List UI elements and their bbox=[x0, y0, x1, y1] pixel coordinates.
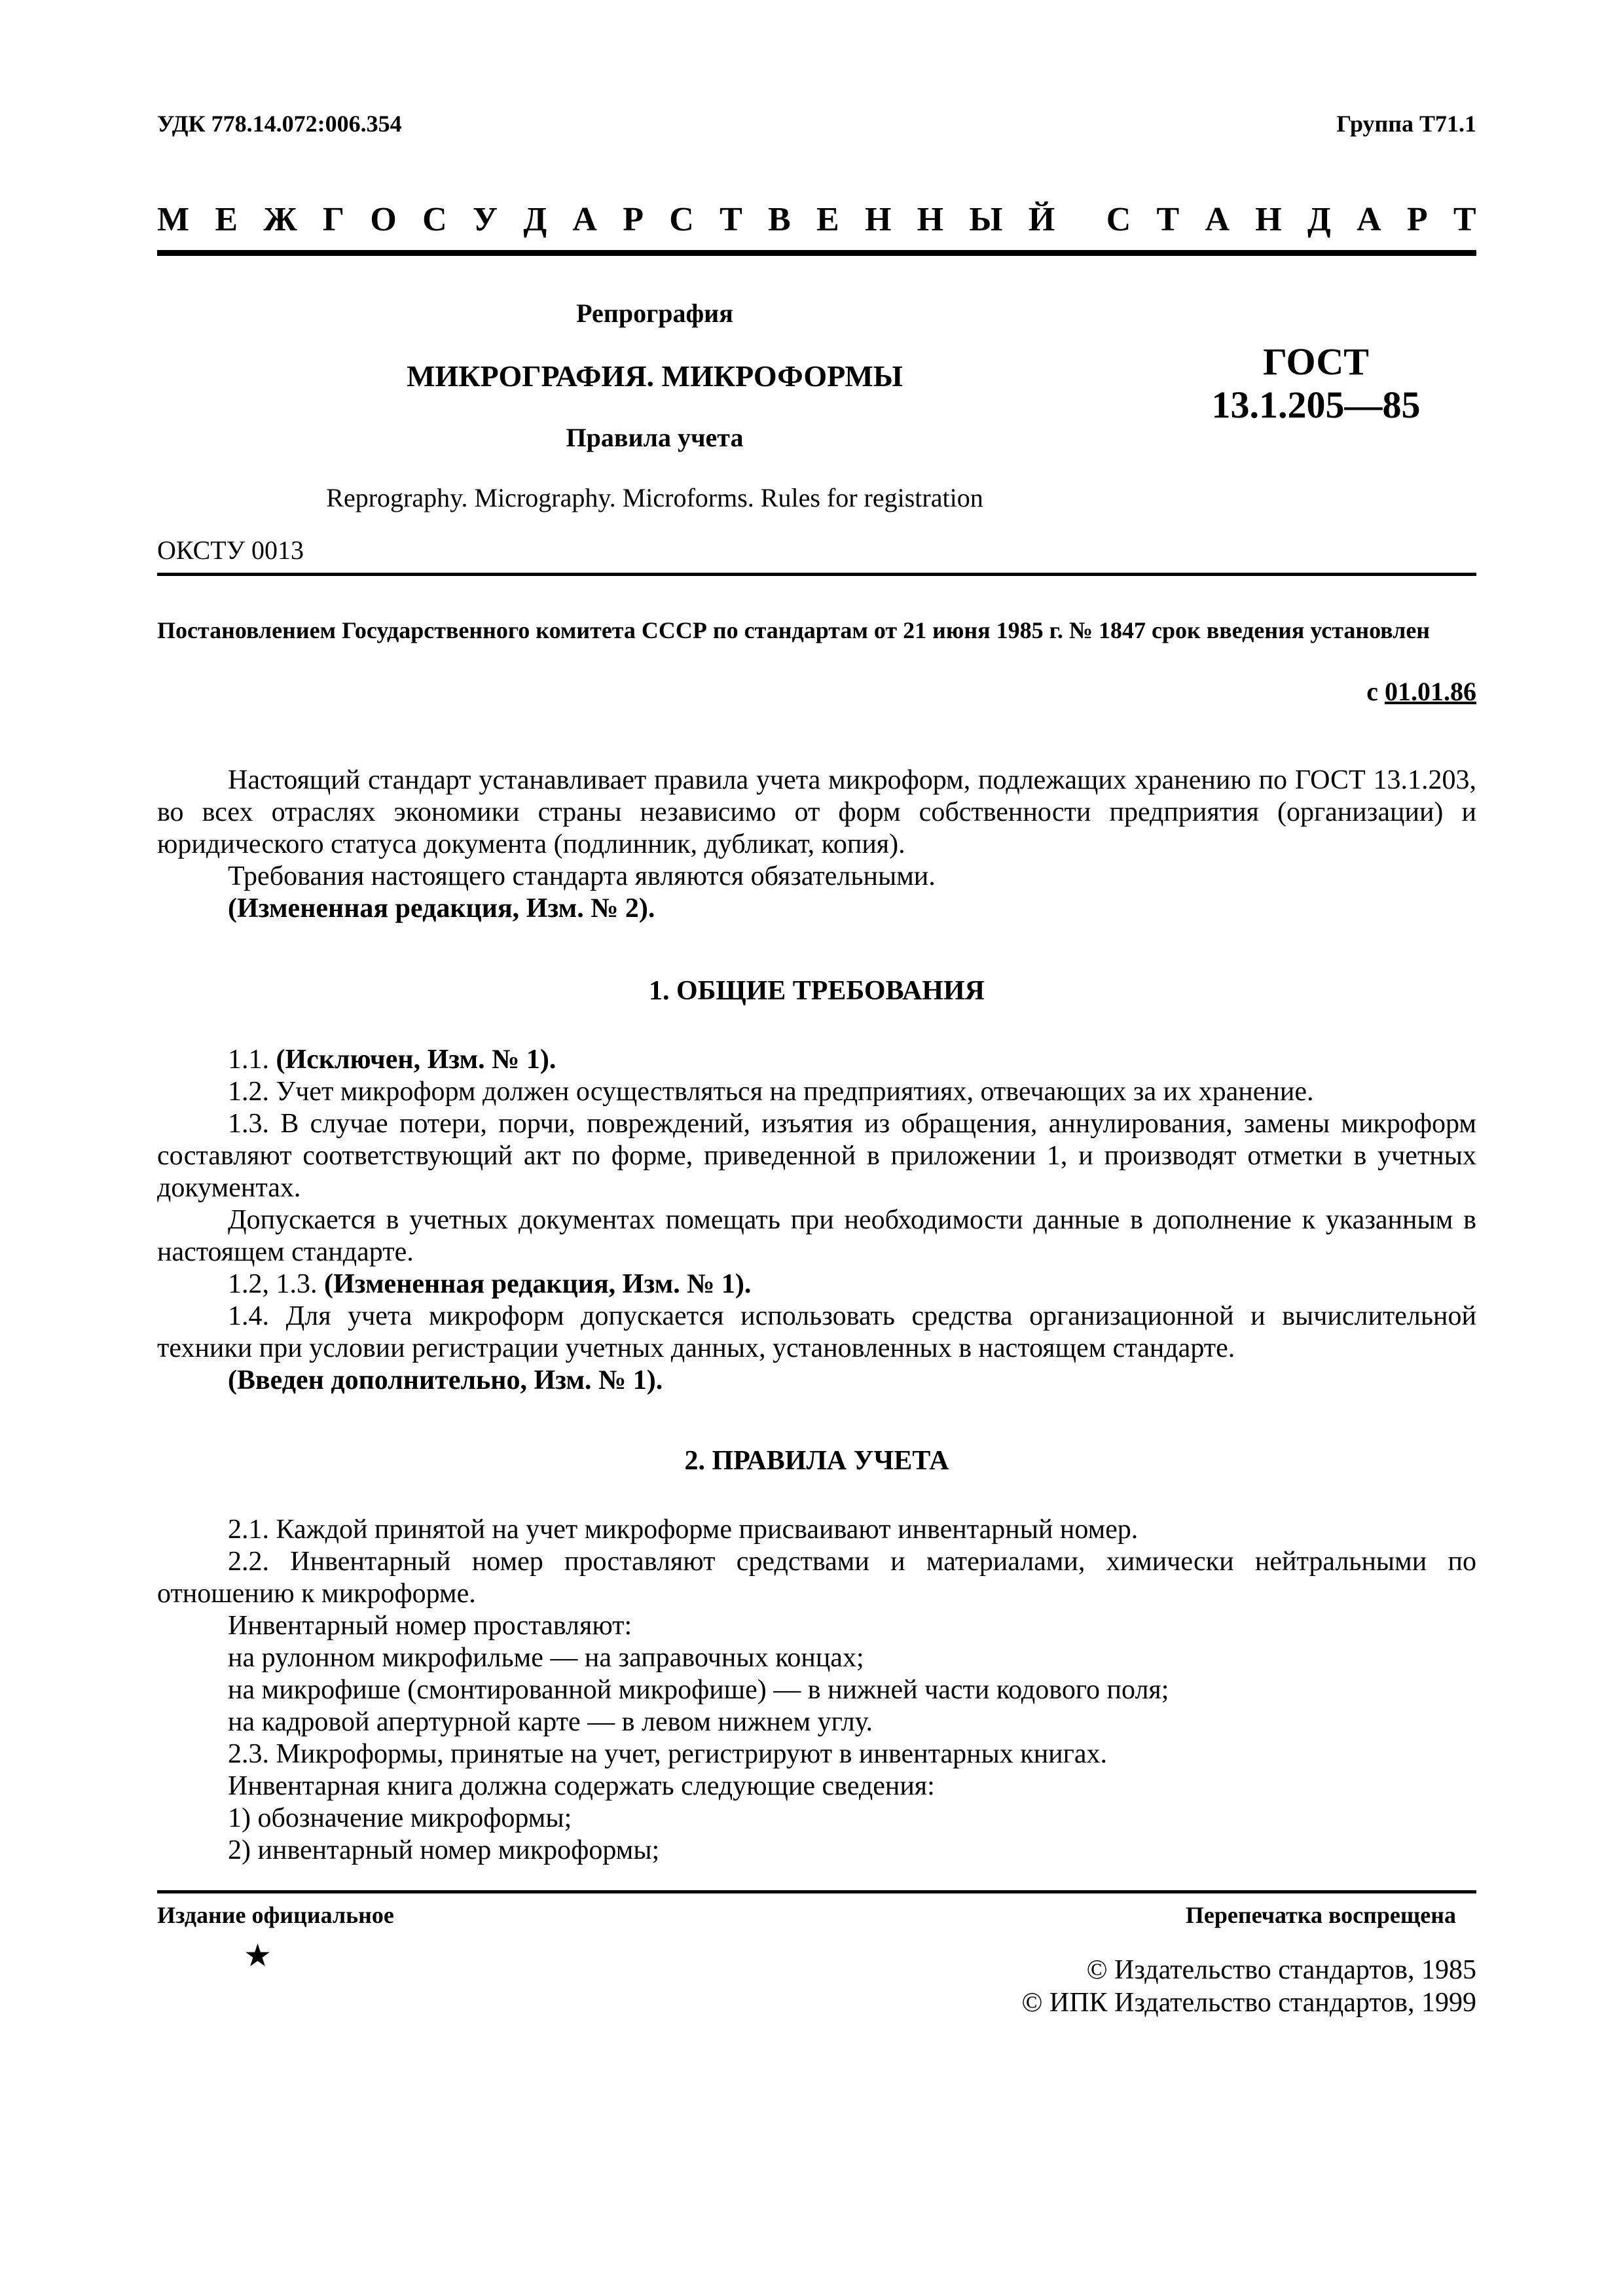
standard-type-title bbox=[157, 196, 1476, 242]
title-block-rule bbox=[157, 573, 1476, 576]
effective-date bbox=[1366, 676, 1476, 707]
title-letter: М bbox=[157, 200, 190, 238]
section-1-body bbox=[157, 1044, 1476, 1397]
star-icon: ★ bbox=[244, 1939, 272, 1973]
title-letter: А bbox=[572, 200, 597, 238]
title-letter: У bbox=[472, 200, 498, 238]
title-letter: Е bbox=[215, 200, 238, 238]
clause-2-2-roll-film: на рулонном микрофильме — на заправочных концах; bbox=[228, 1643, 864, 1673]
clause-2-3: 2.3. Микроформы, принятые на учет, регистрируют в инвентарных книгах. bbox=[228, 1739, 1108, 1769]
group-code: Группа Т71.1 bbox=[1336, 111, 1476, 137]
title-letter: Т bbox=[720, 200, 742, 238]
clause-1-3-note: Допускается в учетных документах помещать при необходимости данные в дополнение к указанным в настоящем стандарте. bbox=[157, 1205, 1476, 1267]
official-edition-label: Издание официальное bbox=[157, 1902, 394, 1928]
title-letter: Е bbox=[816, 200, 839, 238]
clause-1-4: 1.4. Для учета микроформ допускается использовать средства организационной и вычислительной техники при условии регистрации учетных данных, установленных в настоящем стандарте. bbox=[157, 1301, 1476, 1363]
clause-2-1: 2.1. Каждой принятой на учет микроформе присваивают инвентарный номер. bbox=[228, 1515, 1139, 1545]
top-thick-rule bbox=[157, 250, 1476, 256]
clause-2-3-item-1: 1) обозначение микроформы; bbox=[228, 1803, 572, 1833]
gost-designation bbox=[1165, 340, 1467, 427]
amendment-clause-numbers: 1.2, 1.3. bbox=[228, 1269, 318, 1299]
title-letter: Р bbox=[623, 200, 644, 238]
intro-paragraph: Настоящий стандарт устанавливает правила учета микроформ, подлежащих хранению по ГОСТ 13.1.203, во всех отраслях экономики страны независимо от форм собственности предприятия (организации) и юридического статуса документа (подлинник, дубликат, копия). bbox=[157, 765, 1476, 859]
clause-1-1-text: (Исключен, Изм. № 1). bbox=[276, 1045, 556, 1075]
clause-2-2-microfiche: на микрофише (смонтированной микрофише) — в нижней части кодового поля; bbox=[228, 1675, 1169, 1705]
footer-rule bbox=[157, 1890, 1476, 1893]
intro-mandatory-note: Требования настоящего стандарта являются обязательными. bbox=[228, 861, 936, 891]
title-letter: В bbox=[768, 200, 791, 238]
udk-code: УДК 778.14.072:006.354 bbox=[157, 111, 402, 137]
title-letter: А bbox=[1357, 200, 1381, 238]
gost-label: ГОСТ bbox=[1263, 340, 1369, 383]
title-letter: Н bbox=[1255, 200, 1282, 238]
title-letter: Г bbox=[323, 200, 345, 238]
document-subtitle: Правила учета bbox=[566, 423, 744, 452]
title-letter: А bbox=[1205, 200, 1230, 238]
clause-2-2-aperture-card: на кадровой апертурной карте — в левом нижнем углу. bbox=[228, 1707, 873, 1737]
clause-1-4-amendment: (Введен дополнительно, Изм. № 1). bbox=[228, 1365, 663, 1395]
english-title: Reprography. Micrography. Microforms. Rules for registration bbox=[326, 483, 983, 512]
title-letter: Н bbox=[917, 200, 944, 238]
copyright-1999: © ИПК Издательство стандартов, 1999 bbox=[1021, 1988, 1476, 2018]
okstu-code: ОКСТУ 0013 bbox=[157, 535, 304, 565]
title-letter: Д bbox=[523, 200, 547, 238]
clause-2-3-lead: Инвентарная книга должна содержать следующие сведения: bbox=[228, 1771, 935, 1801]
section-1-title: 1. ОБЩИЕ ТРЕБОВАНИЯ bbox=[649, 976, 985, 1006]
title-letter: Т bbox=[1156, 200, 1180, 238]
section-2-body bbox=[157, 1514, 1476, 1867]
decree-text: Постановлением Государственного комитета СССР по стандартам от 21 июня 1985 г. № 1847 срок введения установлен bbox=[157, 617, 1431, 643]
effective-date-prefix: с bbox=[1366, 677, 1378, 706]
clause-1-1 bbox=[157, 1044, 1476, 1076]
gost-number: 13.1.205—85 bbox=[1211, 384, 1421, 426]
clause-1-3: 1.3. В случае потери, порчи, повреждений, изъятия из обращения, аннулирования, замены микроформ составляют соответствующий акт по форме, приведенной в приложении 1, и производят отметки в учетных документах. bbox=[157, 1109, 1476, 1203]
clause-2-3-item-2: 2) инвентарный номер микроформы; bbox=[228, 1835, 660, 1865]
title-letter: Ж bbox=[263, 200, 297, 238]
title-letter: Р bbox=[1406, 200, 1428, 238]
clause-2-2-lead: Инвентарный номер проставляют: bbox=[228, 1611, 632, 1641]
title-letter: Ы bbox=[969, 200, 1003, 238]
effective-date-value: 01.01.86 bbox=[1385, 677, 1476, 706]
subject-label: Репрография bbox=[576, 298, 733, 328]
intro-section bbox=[157, 764, 1476, 925]
clause-1-2-1-3-amendment bbox=[157, 1268, 1476, 1300]
intro-amendment-note: (Измененная редакция, Изм. № 2). bbox=[228, 893, 655, 924]
title-letter: С bbox=[669, 200, 694, 238]
reprint-prohibited-label: Перепечатка воспрещена bbox=[1185, 1902, 1456, 1928]
title-letter: Н bbox=[864, 200, 892, 238]
clause-2-2: 2.2. Инвентарный номер проставляют средствами и материалами, химически нейтральными по отношению к микроформе. bbox=[157, 1547, 1476, 1609]
amendment-text: (Измененная редакция, Изм. № 1). bbox=[324, 1269, 752, 1299]
section-2-title: 2. ПРАВИЛА УЧЕТА bbox=[684, 1446, 949, 1476]
clause-1-1-number: 1.1. bbox=[228, 1045, 269, 1075]
document-title: МИКРОГРАФИЯ. МИКРОФОРМЫ bbox=[407, 359, 903, 393]
title-letter: Т bbox=[1453, 200, 1476, 238]
title-letter: Й bbox=[1028, 200, 1055, 238]
title-letter: С bbox=[1106, 200, 1131, 238]
copyright-1985: © Издательство стандартов, 1985 bbox=[1086, 1955, 1476, 1985]
clause-1-2: 1.2. Учет микроформ должен осуществляться на предприятиях, отвечающих за их хранение. bbox=[228, 1077, 1314, 1107]
title-letter: С bbox=[422, 200, 447, 238]
copyright-block bbox=[1021, 1954, 1476, 2019]
title-letter: Д bbox=[1307, 200, 1331, 238]
title-letter: О bbox=[370, 200, 397, 238]
